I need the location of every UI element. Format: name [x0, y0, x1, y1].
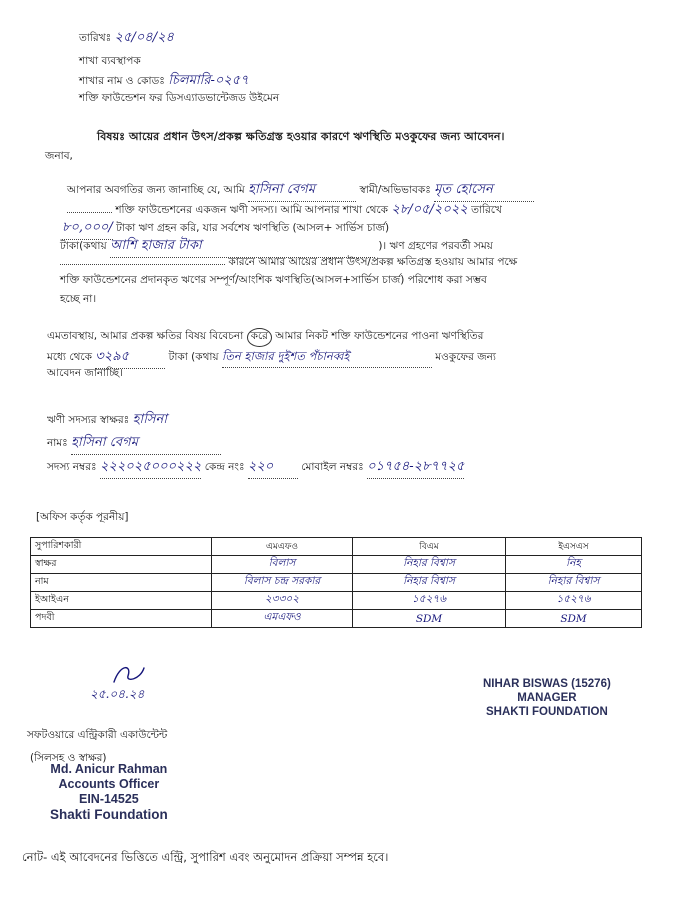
accounts-stamp-line: Shakti Foundation — [50, 807, 168, 822]
office-cell: SDM — [506, 610, 642, 628]
amount-words-field: আশি হাজার টাকা — [110, 236, 375, 258]
subject-line: বিষয়ঃ আয়ের প্রধান উৎস/প্রকল্প ক্ষতিগ্রস্ত হওয়ার কারণে ঋণস্থিতি মওকুফের জন্য আবেদন। — [97, 130, 505, 143]
name-label: নামঃ — [47, 437, 68, 449]
para2-text: আমার নিকট শক্তি ফাউন্ডেশনের পাওনা ঋণস্থিতির — [275, 330, 484, 342]
member-signature-line — [47, 410, 167, 431]
center-value: ২২০ — [248, 457, 298, 479]
para1-text: আপনার অবগতির জন্য জানাচ্ছি যে, আমি — [67, 184, 245, 196]
office-cell: এমএফও — [212, 610, 353, 628]
office-cell: বিলাস চন্দ্র সরকার — [212, 574, 353, 592]
office-cell: SDM — [353, 610, 506, 628]
blank-dots — [67, 212, 112, 213]
para2-line3: আবেদন জানাচ্ছি। — [47, 367, 123, 379]
center-label: কেন্দ্র নংঃ — [204, 461, 245, 473]
office-cell: ইএসএস — [506, 538, 642, 556]
para1-line1 — [67, 180, 534, 202]
para1-line5 — [60, 255, 517, 272]
para2-text: মওকুফের জন্য — [435, 351, 496, 363]
para1-text: কারনে আমার আয়ের প্রধান উৎস/প্রকল্প ক্ষতিগ্রস্ত হওয়ায় আমার পক্ষে — [228, 256, 518, 268]
accounts-stamp-line: Accounts Officer — [58, 777, 160, 791]
accounts-stamp-line: Md. Anicur Rahman — [50, 762, 168, 776]
waive-words-field: তিন হাজার দুইশত পঁচানব্বই — [222, 348, 432, 368]
office-cell: ১৫২৭৬ — [506, 592, 642, 610]
office-table-row — [31, 610, 642, 628]
accounts-stamp-line: EIN-14525 — [78, 792, 139, 806]
office-table-row — [31, 574, 642, 592]
office-cell: বিলাস — [212, 556, 353, 574]
para1-text: টাকা ঋণ গ্রহন করি, যার সর্বশেষ ঋণস্থিতি (আসল+ সার্ভিস চার্জ) — [116, 222, 390, 234]
para1-text: )। ঋণ গ্রহণের পরবর্তী সময় — [378, 240, 493, 252]
loan-amount-field: ৮০,০০০/ — [62, 218, 113, 240]
office-table-row — [31, 556, 642, 574]
office-row-label: নাম — [31, 574, 212, 592]
para2-text: টাকা (কথায় — [168, 351, 219, 363]
date-label: তারিখঃ — [79, 32, 112, 44]
date-line — [79, 28, 174, 49]
office-heading: [অফিস কর্তৃক পূরনীয়] — [36, 511, 129, 523]
mobile-label: মোবাইল নম্বরঃ — [301, 461, 364, 473]
para1-line7: হচ্ছে না। — [60, 293, 97, 305]
waive-amount-field: ৩২৯৫ — [95, 347, 165, 369]
entry-label: সফটওয়ারে এন্ট্রিকারী একাউন্টেন্ট — [27, 729, 168, 741]
salutation: জনাব, — [45, 150, 73, 162]
office-table — [30, 537, 642, 628]
seal-label: (সিলসহ ও স্বাক্ষর) — [30, 752, 107, 764]
member-details-line — [47, 457, 464, 479]
office-table-row — [31, 592, 642, 610]
member-name-value: হাসিনা বেগম — [71, 433, 221, 455]
office-cell: নিহার বিশ্বাস — [353, 556, 506, 574]
office-row-label: সুপারিশকারী — [31, 538, 212, 556]
para2-text: মধ্যে থেকে — [47, 351, 92, 363]
date-value: ২৫/০৪/২৪ — [114, 30, 174, 45]
member-name-field: হাসিনা বেগম — [248, 180, 356, 202]
recipient-title: শাখা ব্যবস্থাপক — [79, 55, 141, 67]
office-cell: ২৩৩০২ — [212, 592, 353, 610]
guardian-name-field: মৃত হোসেন — [434, 180, 534, 202]
office-cell: এমএফও — [212, 538, 353, 556]
initial-mark — [110, 662, 150, 686]
circled-word: করে — [247, 328, 272, 347]
para1-text: টাকা(কথায় — [60, 240, 107, 252]
member-no-value: ২২২০২৫০০০২২২ — [100, 457, 201, 479]
branch-value: চিলমারি-০২৫৭ — [168, 73, 249, 88]
office-cell: নিহার বিশ্বাস — [506, 574, 642, 592]
office-row-label: ইআইএন — [31, 592, 212, 610]
branch-line — [79, 71, 249, 92]
accounts-stamp — [50, 762, 168, 822]
manager-stamp-line: MANAGER — [517, 692, 577, 704]
office-cell: নিহ — [506, 556, 642, 574]
member-signature: হাসিনা — [132, 412, 168, 427]
office-cell: বিএম — [353, 538, 506, 556]
signature-label: ঋণী সদস্যর স্বাক্ষরঃ — [47, 414, 130, 426]
manager-stamp-line: SHAKTI FOUNDATION — [486, 706, 608, 718]
loan-date-field: ২৮/০৫/২০২২ — [391, 202, 468, 217]
para1-text: শক্তি ফাউন্ডেশনের একজন ঋণী সদস্য। আমি আপনার শাখা থেকে — [115, 204, 389, 216]
member-name-line — [47, 433, 221, 455]
guardian-label: স্বামী/অভিভাবকঃ — [359, 184, 431, 196]
member-no-label: সদস্য নম্বরঃ — [47, 461, 97, 473]
para2-line1 — [47, 328, 483, 347]
mobile-value: ০১৭৫৪-২৮৭৭২৫ — [367, 457, 464, 479]
para1-line6: শক্তি ফাউন্ডেশনের প্রদানকৃত ঋণের সম্পূর্ণ/আংশিক ঋণস্থিতি(আসল+সার্ভিস চার্জ) পরিশোধ করা সম্ভব — [60, 274, 487, 286]
manager-stamp — [483, 677, 611, 719]
para2-text: এমতাবস্থায়, আমার প্রকল্প ক্ষতির বিষয় বিবেচনা — [47, 330, 244, 342]
handwritten-date: ২৫.০৪.২৪ — [90, 687, 145, 701]
office-table-row — [31, 538, 642, 556]
office-cell: নিহার বিশ্বাস — [353, 574, 506, 592]
para1-text: তারিখে — [471, 204, 502, 216]
footer-note: নোট- এই আবেদনের ভিত্তিতে এন্ট্রি, সুপারিশ এবং অনুমোদন প্রক্রিয়া সম্পন্ন হবে। — [22, 850, 389, 864]
office-row-label: পদবী — [31, 610, 212, 628]
branch-label: শাখার নাম ও কোডঃ — [79, 75, 165, 87]
manager-stamp-line: NIHAR BISWAS (15276) — [483, 678, 611, 690]
organization-line: শক্তি ফাউন্ডেশন ফর ডিসএ্যাডভান্টেজড উইমেন — [79, 92, 280, 104]
office-row-label: স্বাক্ষর — [31, 556, 212, 574]
office-cell: ১৫২৭৬ — [353, 592, 506, 610]
blank-dots — [60, 264, 225, 265]
